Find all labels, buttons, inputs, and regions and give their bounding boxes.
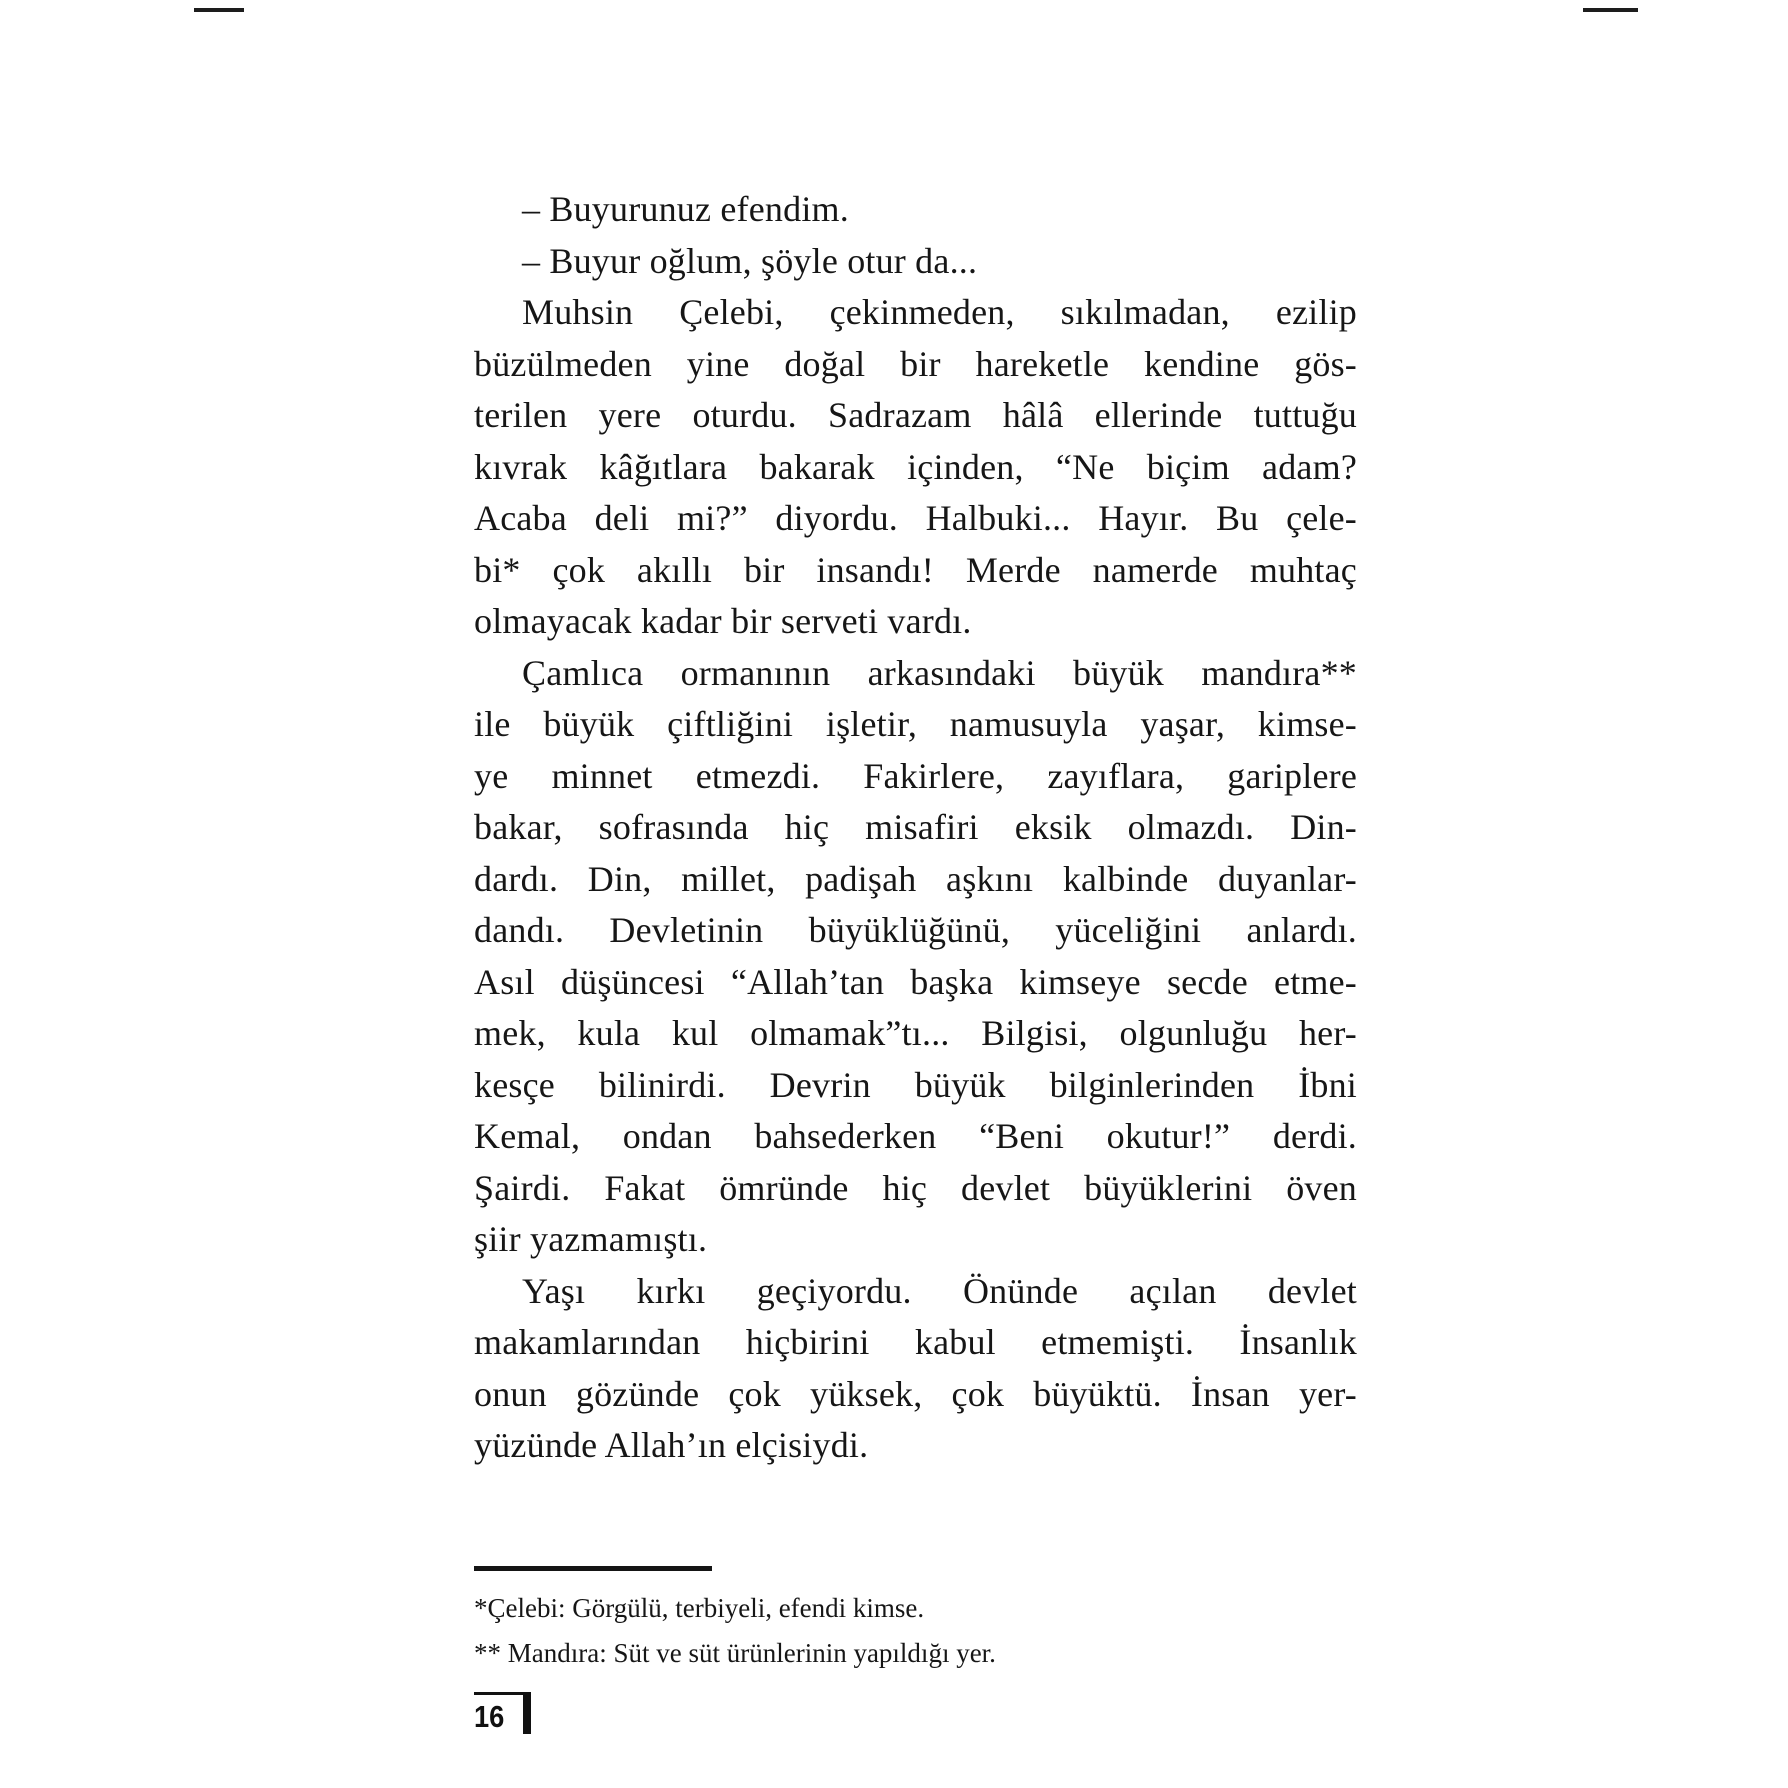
text-line: kıvrak kâğıtlara bakarak içinden, “Ne biçim adam? xyxy=(474,446,1357,487)
footnote-line: ** Mandıra: Süt ve süt ürünlerinin yapıldığı yer. xyxy=(474,1638,996,1668)
text-line: Asıl düşüncesi “Allah’tan başka kimseye secde etme- xyxy=(474,961,1357,1002)
text-line: kesçe bilinirdi. Devrin büyük bilginlerinden İbni xyxy=(474,1064,1357,1105)
text-line: şiir yazmamıştı. xyxy=(474,1219,708,1259)
footnote-line: *Çelebi: Görgülü, terbiyeli, efendi kimse. xyxy=(474,1593,925,1623)
text-line: Acaba deli mi?” diyordu. Halbuki... Hayır. Bu çele- xyxy=(474,498,1357,538)
text-line: Muhsin Çelebi, çekinmeden, sıkılmadan, ezilip xyxy=(522,292,1357,332)
text-line: dardı. Din, millet, padişah aşkını kalbinde duyanlar- xyxy=(474,858,1357,899)
paragraph xyxy=(474,648,1357,1266)
text-line: terilen yere oturdu. Sadrazam hâlâ ellerinde tuttuğu xyxy=(474,395,1357,435)
page-number-block xyxy=(474,1692,544,1738)
page-number: 16 xyxy=(474,1699,505,1734)
text-line: bi* çok akıllı bir insandı! Merde namerde muhtaç xyxy=(474,549,1357,590)
text-line: Yaşı kırkı geçiyordu. Önünde açılan devlet xyxy=(522,1270,1357,1311)
text-line: onun gözünde çok yüksek, çok büyüktü. İnsan yer- xyxy=(474,1373,1357,1414)
text-line: Çamlıca ormanının arkasındaki büyük mandıra** xyxy=(522,652,1357,693)
page-number-side-bar xyxy=(523,1692,531,1734)
paragraph xyxy=(474,184,1357,236)
text-line: Kemal, ondan bahsederken “Beni okutur!” derdi. xyxy=(474,1116,1357,1156)
top-right-crop-mark xyxy=(1583,8,1638,12)
text-line: büzülmeden yine doğal bir hareketle kendine gös- xyxy=(474,343,1357,384)
text-line: dandı. Devletinin büyüklüğünü, yüceliğini anlardı. xyxy=(474,910,1357,950)
paragraph xyxy=(474,236,1357,288)
paragraph xyxy=(474,287,1357,648)
text-line: olmayacak kadar bir serveti vardı. xyxy=(474,601,972,641)
text-block xyxy=(474,184,1357,1472)
text-line: ye minnet etmezdi. Fakirlere, zayıflara, gariplere xyxy=(474,755,1357,796)
text-line: ile büyük çiftliğini işletir, namusuyla yaşar, kimse- xyxy=(474,704,1357,744)
paragraph xyxy=(474,1266,1357,1472)
footnotes xyxy=(474,1586,1374,1676)
text-line: mek, kula kul olmamak”tı... Bilgisi, olgunluğu her- xyxy=(474,1013,1357,1053)
text-line: – Buyurunuz efendim. xyxy=(522,189,849,229)
text-line: Şairdi. Fakat ömründe hiç devlet büyüklerini öven xyxy=(474,1167,1357,1208)
text-line: – Buyur oğlum, şöyle otur da... xyxy=(522,240,978,281)
text-line: yüzünde Allah’ın elçisiydi. xyxy=(474,1425,869,1465)
footnote-separator-rule xyxy=(474,1566,712,1571)
top-left-crop-mark xyxy=(194,8,244,12)
text-line: bakar, sofrasında hiç misafiri eksik olmazdı. Din- xyxy=(474,807,1357,847)
text-line: makamlarından hiçbirini kabul etmemişti. İnsanlık xyxy=(474,1322,1357,1362)
